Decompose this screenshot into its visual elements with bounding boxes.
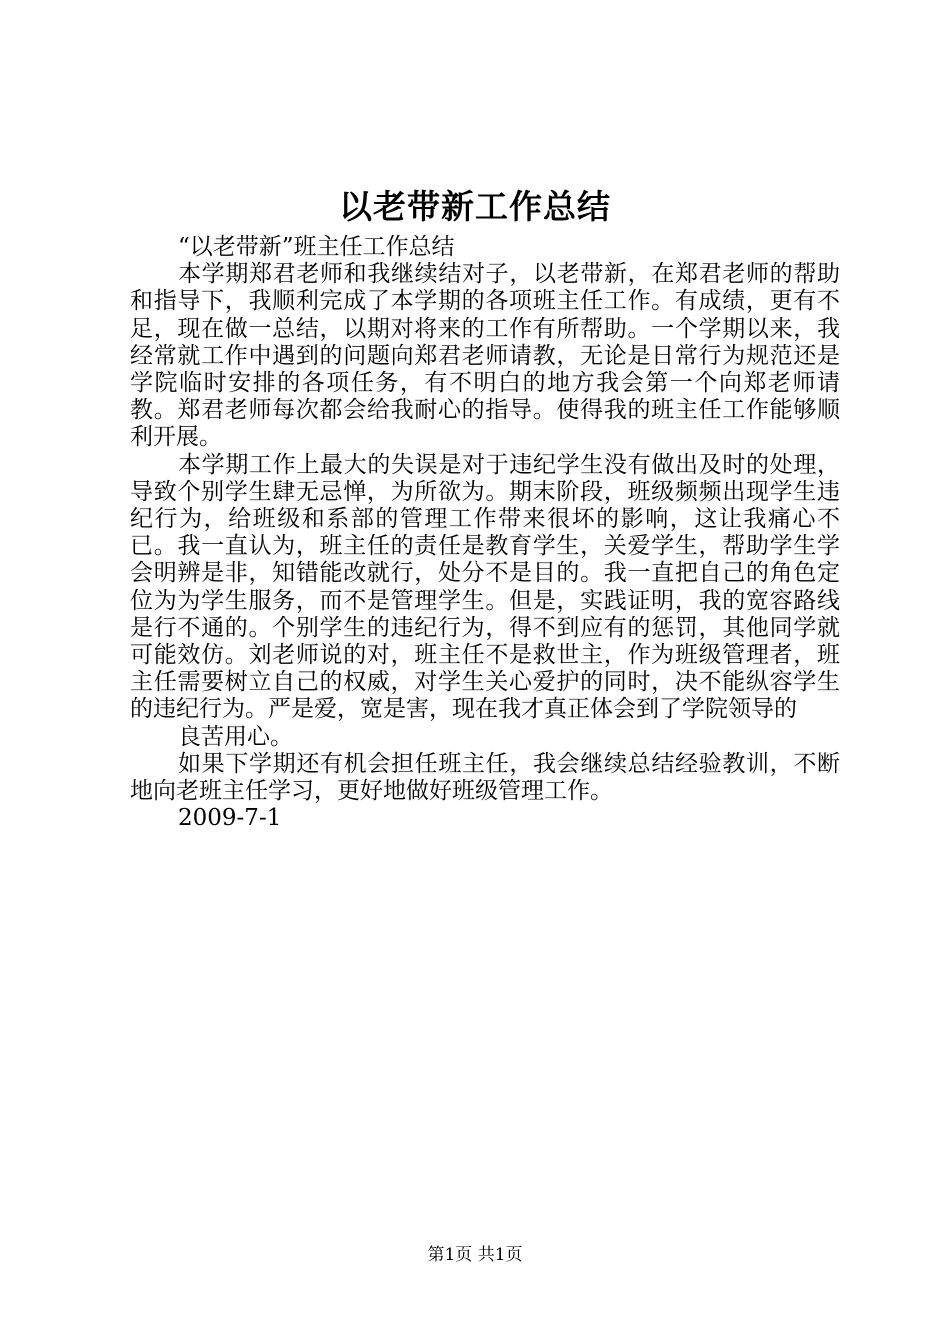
paragraph-2: 本学期工作上最大的失误是对于违纪学生没有做出及时的处理，导致个别学生肆无忌惮，为所欲为。期末阶段，班级频频出现学生违纪行为，给班级和系部的管理工作带来很坏的影响，这让我痛心不已。我一直认为，班主任的责任是教育学生，关爱学生，帮助学生学会明辨是非，知错能改就行，处分不是目的。我一直把自己的角色定位为为学生服务，而不是管理学生。但是，实践证明，我的宽容路线是行不通的。个别学生的违纪行为，得不到应有的惩罚，其他同学就可能效仿。刘老师说的对，班主任不是救世主，作为班级管理者，班主任需要树立自己的权威，对学生关心爱护的同时，决不能纵容学生的违纪行为。严是爱，宽是害，现在我才真正体会到了学院领导的: [130, 451, 840, 723]
paragraph-subtitle: “以老带新”班主任工作总结: [178, 234, 455, 260]
document-title: 以老带新工作总结: [339, 187, 611, 226]
paragraph-3: 良苦用心。: [178, 723, 293, 750]
paragraph-4: 如果下学期还有机会担任班主任，我会继续总结经验教训，不断地向老班主任学习，更好地做好班级管理工作。: [130, 750, 840, 805]
document-date: 2009-7-1: [178, 805, 282, 832]
document-body: [130, 234, 840, 832]
paragraph-1: 本学期郑君老师和我继续结对子，以老带新，在郑君老师的帮助和指导下，我顺利完成了本学期的各项班主任工作。有成绩，更有不足，现在做一总结，以期对将来的工作有所帮助。一个学期以来，我经常就工作中遇到的问题向郑君老师请教，无论是日常行为规范还是学院临时安排的各项任务，有不明白的地方我会第一个向郑老师请教。郑君老师每次都会给我耐心的指导。使得我的班主任工作能够顺利开展。: [130, 261, 840, 451]
page-footer: 第1页 共1页: [427, 1245, 523, 1265]
